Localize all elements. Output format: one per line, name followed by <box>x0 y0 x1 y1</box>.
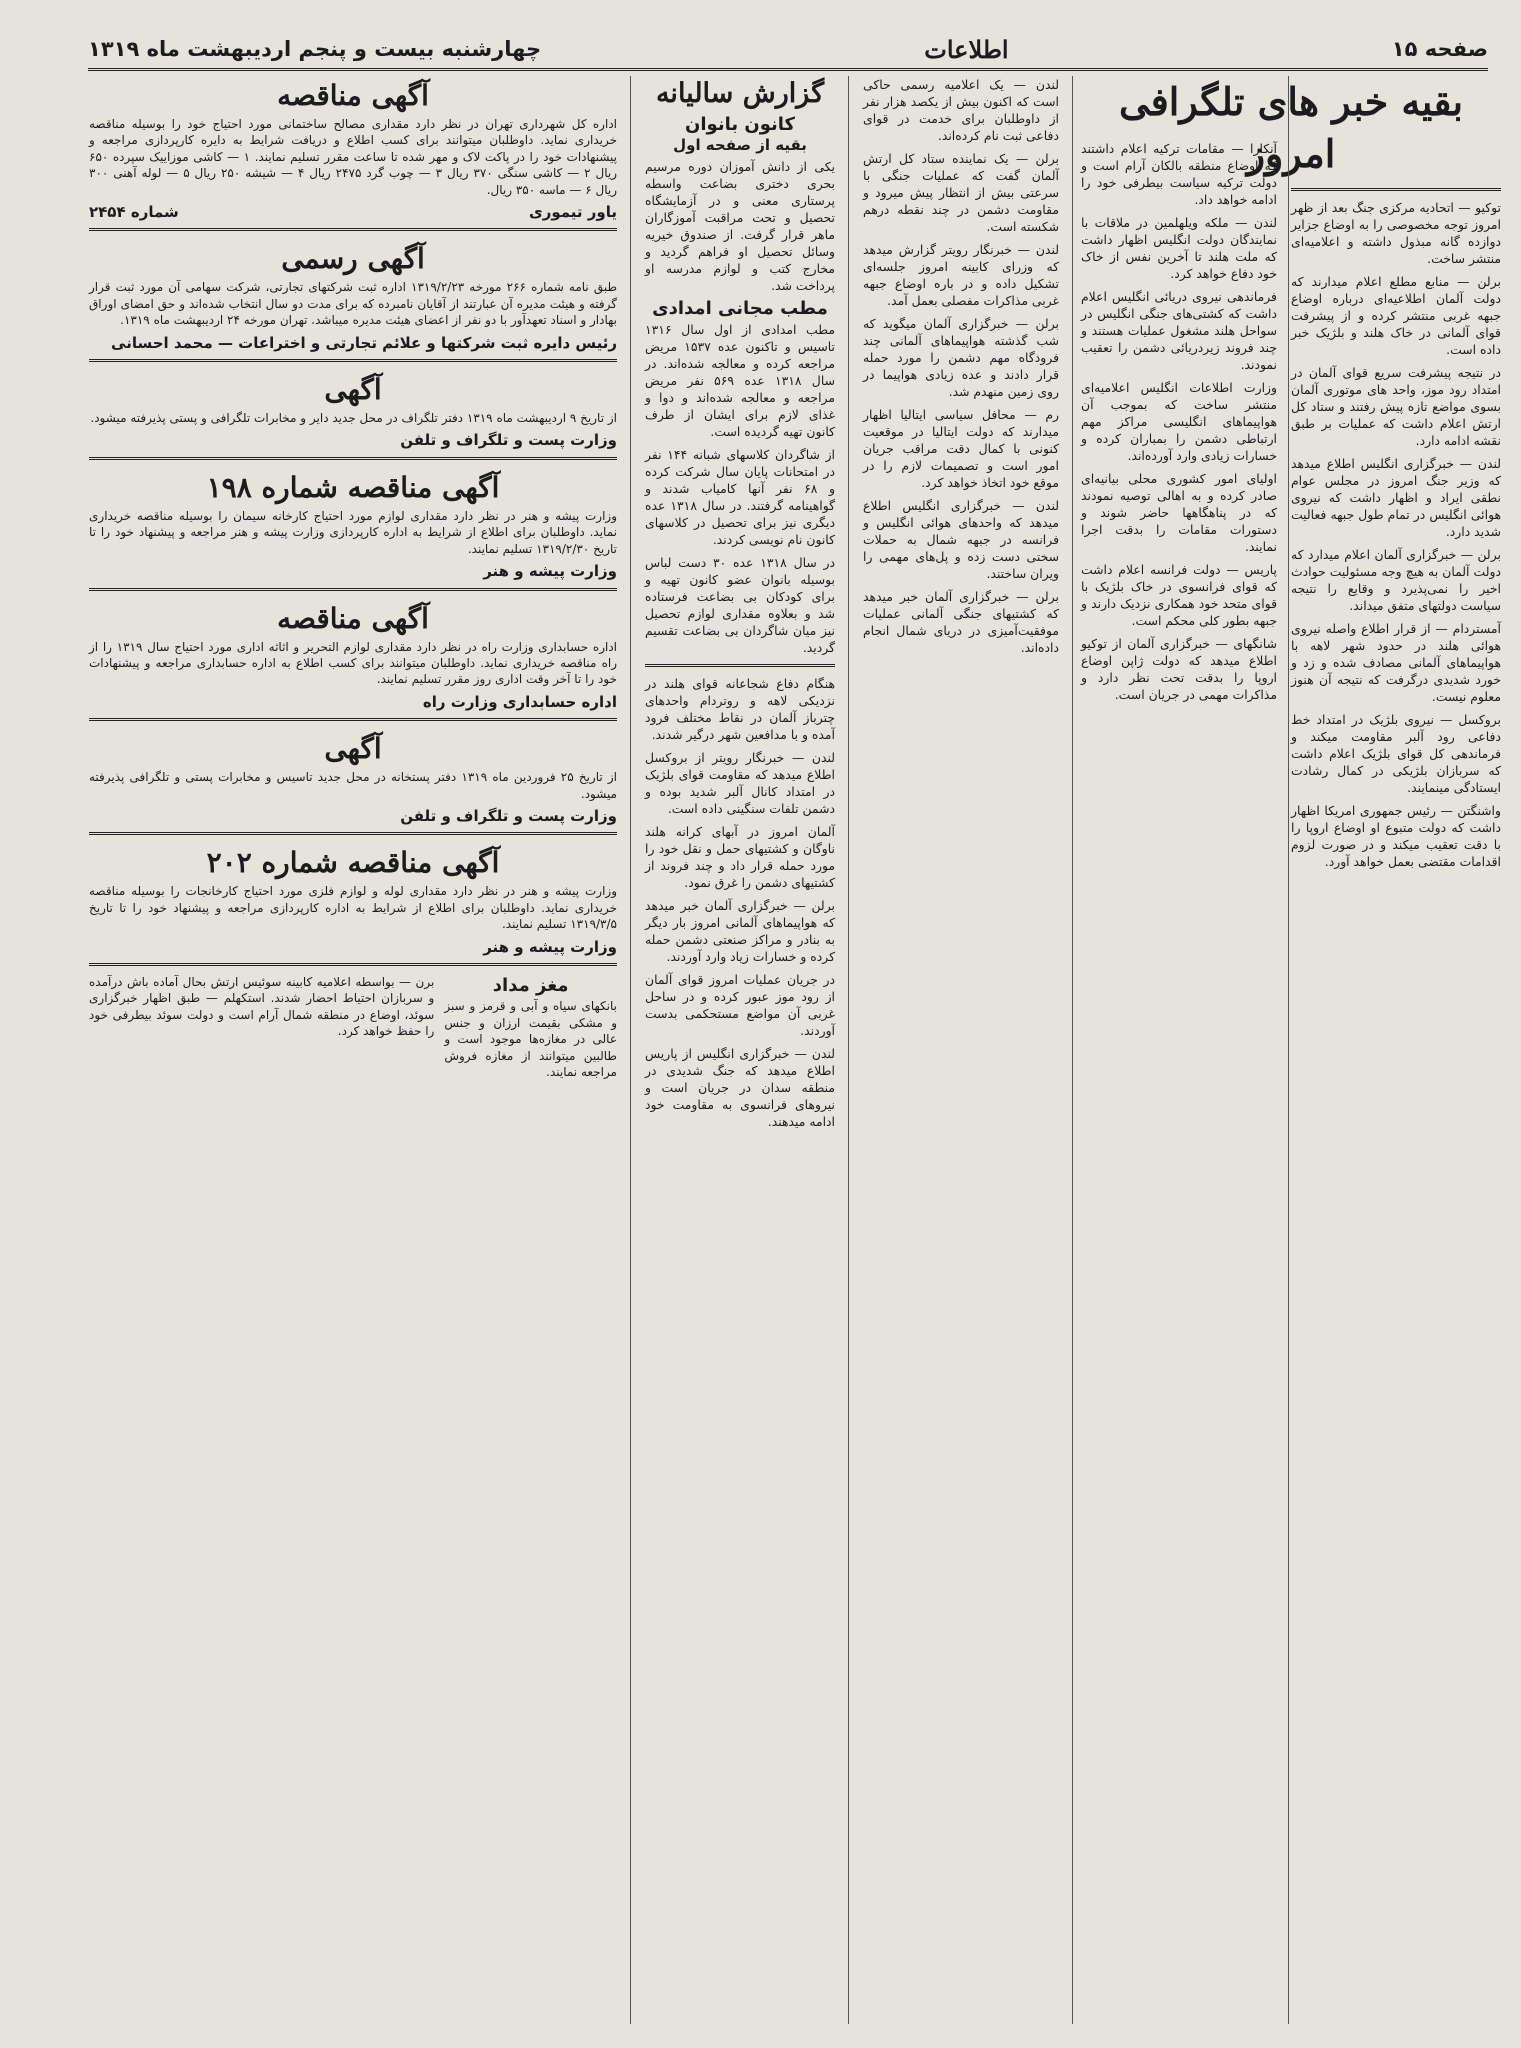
news-item: برلن — منابع مطلع اعلام میدارند که دولت آلمان اطلاعیه‌ای درباره اوضاع جبهه غربی منتشر کرده و از پیشرفت قوای آلمانی در خاک هلند و بلژیک خبر داده است. <box>1291 274 1501 357</box>
ad-signature: اداره حسابداری وزارت راه <box>422 692 617 711</box>
news-item: لندن — خبرگزاری انگلیس اطلاع میدهد که وزیر جنگ امروز در مجلس عوام نطقی ایراد و اظهار داشت که نیروی هوائی انگلیس در تمام طول جبهه فعالیت شدید دارد. <box>1291 456 1501 539</box>
news-item: لندن — یک اعلامیه رسمی حاکی است که اکنون بیش از یکصد هزار نفر از داوطلبان برای خدمت در قوای دفاعی ثبت نام کرده‌اند. <box>863 77 1059 143</box>
ad-body: طبق نامه شماره ۲۶۶ مورخه ۱۳۱۹/۲/۲۳ اداره ثبت شرکتهای تجارتی، شرکت سهامی آن مورد ثبت قرار گرفته و هیئت مدیره آن عبارتند از آقایان نامبرده که برای مدت دو سال انتخاب شده‌اند و حق امضای اوراق بهادار و اسناد تعهدآور با دو نفر از اعضای هیئت مدیره میباشد. تهران مورخه ۲۴ اردیبهشت ماه ۱۳۱۹. <box>89 280 618 328</box>
ad-signature: وزارت پست و تلگراف و تلفن <box>400 806 617 825</box>
news-item: آلمان امروز در آبهای کرانه هلند ناوگان و کشتیهای حمل و نقل خود را مورد حمله قرار داد و چند فروند از کشتیهای دشمن را غرق نمود. <box>645 824 835 890</box>
news-item: آنکارا — مقامات ترکیه اعلام داشتند که اوضاع منطقه بالکان آرام است و دولت ترکیه سیاست بیطرفی خود را ادامه خواهد داد. <box>1081 141 1277 207</box>
ad-body: از تاریخ ۹ اردیبهشت ماه ۱۳۱۹ دفتر تلگراف در محل جدید دایر و مخابرات تلگرافی و پستی پذیرفته میشود. <box>90 411 617 426</box>
news-item: وزارت اطلاعات انگلیس اعلامیه‌ای منتشر ساخت که بموجب آن هواپیماهای انگلیسی مراکز مهم ارتباطی دشمن را بمباران کرده و خسارات زیادی وارد آورده‌اند. <box>1081 380 1277 463</box>
news-tail <box>89 974 434 1086</box>
report-continuation: بقیه از صفحه اول <box>673 136 807 154</box>
news-item: آمستردام — از قرار اطلاع واصله نیروی هوائی هلند در حدود شهر لاهه با هواپیماهای آلمانی مصادف شده و زد و خورد شدیدی درگرفت که نتیجه آن هنوز معلوم نیست. <box>1291 621 1501 704</box>
ad-body: از تاریخ ۲۵ فروردین ماه ۱۳۱۹ دفتر پستخانه در محل جدید تاسیس و مخابرات پستی و تلگرافی پذیرفته میشود. <box>89 770 617 801</box>
ad-signature: وزارت پست و تلگراف و تلفن <box>400 431 617 450</box>
news-column-3 <box>863 76 1059 2024</box>
news-item: شانگهای — خبرگزاری آلمان از توکیو اطلاع میدهد که دولت ژاپن اوضاع اروپا را بدقت تحت نظر دارد و مذاکرات مهمی در جریان است. <box>1081 636 1277 702</box>
news-item: اولیای امور کشوری محلی بیانیه‌ای صادر کرده و به اهالی توصیه نمودند که در پناهگاهها حاضر شوند و دستورات مقامات را بدقت اجرا نمایند. <box>1081 471 1277 554</box>
news-item: فرماندهی نیروی دریائی انگلیس اعلام داشت که کشتی‌های جنگی انگلیس در سواحل هلند مشغول عملیات هستند و چند فروند زیردریائی دشمن را تعقیب نمودند. <box>1081 289 1277 372</box>
ad-body: وزارت پیشه و هنر در نظر دارد مقداری لوله و لوازم فلزی مورد احتیاج کارخانجات را بوسیله مناقصه خریداری نماید. داوطلبان برای اطلاع از شرایط به اداره کارپردازی مراجعه و پیشنهاد خود را تا تاریخ ۱۳۱۹/۳/۵ تسلیم نمایند. <box>89 884 617 932</box>
page-number: صفحه ۱۵ <box>1391 37 1488 61</box>
news-item: در جریان عملیات امروز قوای آلمان از رود موز عبور کرده و در ساحل غربی آن مواضع مستحکمی بدست آوردند. <box>645 972 835 1038</box>
news-item: توکیو — اتحادیه مرکزی جنگ بعد از ظهر امروز توجه مخصوصی را به اوضاع جزایر دوازده گانه مبذول داشته و اعلامیه‌ای منتشر ساخت. <box>1291 200 1501 266</box>
news-item: برن — بواسطه اعلامیه کابینه سوئیس ارتش بحال آماده باش درآمده و سربازان احتیاط احضار شدند. استکهلم — طبق اظهار خبرگزاری سوئد، اوضاع در منطقه شمال آرام است و دولت سوئد بیطرفی خود را حفظ خواهد کرد. <box>89 974 435 1039</box>
ad-title: مغز مداد <box>492 974 569 996</box>
ad-signature: رئیس دایره ثبت شرکتها و علائم تجارتی و اختراعات — محمد احسانی <box>111 333 617 352</box>
ad-title: آگهی مناقصه شماره ۲۰۲ <box>206 846 500 880</box>
report-title: گزارش سالیانه <box>655 78 825 109</box>
news-item: برلن — یک نماینده ستاد کل ارتش آلمان گفت که عملیات جنگی با سرعتی بیش از انتظار پیش میرود و مقاومت دشمن در چند نقطه درهم شکسته است. <box>863 151 1059 234</box>
news-item: رم — محافل سیاسی ایتالیا اظهار میدارند که دولت ایتالیا در موقعیت کنونی با کمال دقت مراقب جریان امور است و تصمیمات لازم را در موقع خود اتخاذ خواهد کرد. <box>863 407 1059 490</box>
issue-date: چهارشنبه بیست و پنجم اردیبهشت ماه ۱۳۱۹ <box>88 37 542 61</box>
ads-column <box>89 76 617 2024</box>
ad-body: وزارت پیشه و هنر در نظر دارد مقداری لوازم مورد احتیاج کارخانه سیمان را بوسیله مناقصه خریداری نماید. داوطلبان برای اطلاع از شرایط به اداره کارپردازی وزارت پیشه و هنر مراجعه و پیشنهاد خود را تا تاریخ ۱۳۱۹/۲/۳۰ تسلیم نمایند. <box>89 508 617 556</box>
column-rule <box>1288 76 1289 2024</box>
ad-signature: وزارت پیشه و هنر <box>483 562 617 581</box>
newspaper-logo: اطلاعات <box>924 34 1009 64</box>
ad-title: آگهی مناقصه شماره ۱۹۸ <box>206 470 500 504</box>
news-item: برلن — خبرگزاری آلمان خبر میدهد که هواپیماهای آلمانی امروز بار دیگر به بنادر و مراکز صنعتی دشمن حمله کرده و خسارات زیاد وارد آوردند. <box>645 898 835 964</box>
report-paragraph: یکی از دانش آموزان دوره مرسیم بحری دختری بضاعت واسطه پرستاری معنی و در آزمایشگاه تحصیل و تحت مراقبت آموزگاران ماهر قرار گرفت. از صندوق خیریه وسائل تحصیل او فراهم گردید و مخارج کتب و لوازم مدرسه او پرداخت شد. <box>645 159 835 293</box>
ad-signature: وزارت پیشه و هنر <box>483 937 617 956</box>
ad-body: اداره حسابداری وزارت راه در نظر دارد مقداری لوازم التحریر و اثاثه اداری مورد احتیاج سال ۱۳۱۹ را از راه مناقصه خریداری نماید. داوطلبان میتوانند برای کسب اطلاع به اداره حسابداری مراجعه و پیشنهادات خود را تا آخر وقت اداری روز مقرر تسلیم نمایند. <box>89 639 617 687</box>
ad-body: بانکهای سیاه و آبی و قرمز و سبز و مشکی بقیمت ارزان و جنس عالی در مغازه‌ها موجود است و طالبین میتوانند از مغازه فروش مراجعه نمایند. <box>444 999 617 1079</box>
bottom-ads-row <box>89 974 617 1086</box>
report-paragraph: در سال ۱۳۱۸ عده ۳۰ دست لباس بوسیله بانوان عضو کانون تهیه و برای کودکان بی بضاعت فرستاده شد و بعلاوه مقداری لوازم تحصیل نیز میان شاگردان بی بضاعت تقسیم گردید. <box>645 555 835 655</box>
masthead <box>88 30 1488 71</box>
ad-signer: یاور تیموری <box>528 203 617 222</box>
report-column <box>645 76 835 2024</box>
news-item: برلن — خبرگزاری آلمان میگوید که شب گذشته هواپیماهای آلمانی چند فرودگاه مهم دشمن را مورد حمله قرار دادند و عده زیادی هواپیما در روی زمین منهدم شد. <box>863 316 1059 399</box>
news-item: پاریس — دولت فرانسه اعلام داشت که قوای فرانسوی در خاک بلژیک با قوای متحد خود همکاری نزدیک دارند و جبهه بطور کلی محکم است. <box>1081 562 1277 628</box>
report-paragraph: مطب امدادی از اول سال ۱۳۱۶ تاسیس و تاکنون عده ۱۵۳۷ مریض مراجعه کرده و معالجه شده‌اند. در سال ۱۳۱۸ عده ۵۶۹ نفر مریض مراجعه و معالجه شده‌اند و دوا و غذای لازم برای ایشان از طرف کانون تهیه گردیده است. <box>645 322 835 439</box>
ad-title: آگهی رسمی <box>281 242 425 276</box>
news-item: بروکسل — نیروی بلژیک در امتداد خط دفاعی رود آلبر مقاومت میکند و فرماندهی کل قوای بلژیک اعلام داشت که سربازان بلژیکی در کمال رشادت ایستادگی مینمایند. <box>1291 712 1501 795</box>
ad-signature <box>89 204 617 220</box>
ad-title: آگهی <box>324 732 382 766</box>
news-item: لندن — خبرنگار رویتر گزارش میدهد که وزرای کابینه امروز جلسه‌ای تشکیل داده و در باره اوضاع جبهه غربی مذاکرات مفصلی بعمل آمد. <box>863 242 1059 308</box>
news-item: لندن — خبرنگار رویتر از بروکسل اطلاع میدهد که مقاومت قوای بلژیک در امتداد کانال آلبر شدید بوده و دشمن تلفات سنگینی داده است. <box>645 750 835 816</box>
ad-title: آگهی مناقصه <box>277 79 429 112</box>
news-column-2 <box>1081 140 1277 2024</box>
news-item: واشنگتن — رئیس جمهوری امریکا اظهار داشت که دولت متبوع او اوضاع اروپا را با دقت تعقیب میکند و در صورت لزوم اقدامات مقتضی بعمل خواهد آورد. <box>1291 803 1501 869</box>
news-item: هنگام دفاع شجاعانه قوای هلند در نزدیکی لاهه و روتردام واحدهای چترباز آلمان در نقاط مختلف فرود آمده و با مدافعین شهر درگیر شدند. <box>645 676 835 742</box>
news-item: لندن — ملکه ویلهلمین در ملاقات با نمایندگان دولت انگلیس اظهار داشت که ملت هلند تا آخرین نفس از خاک خود دفاع خواهد کرد. <box>1081 215 1277 281</box>
ad-title: آگهی <box>324 373 382 407</box>
column-rule <box>848 76 849 2024</box>
news-item: برلن — خبرگزاری آلمان اعلام میدارد که دولت آلمان به هیچ وجه مسئولیت حوادث اخیر را نمی‌پذیرد و وقایع را نتیجه سیاست دولتهای متفق میداند. <box>1291 547 1501 613</box>
ad-body: اداره کل شهرداری تهران در نظر دارد مقداری مصالح ساختمانی مورد احتیاج خود را بوسیله مناقصه خریداری نماید. داوطلبان میتوانند برای کسب اطلاع و دریافت شرایط به دایره کارپردازی مراجعه و پیشنهادات خود را در پاکت لاک و مهر شده تا ساعت مقرر تسلیم نمایند. ۱ — کاشی موزاییک سپرده ۶۵۰ ریال ۲ — کاشی سنگی ۳۷۰ ریال ۳ — چوب گرد ۲۴۷۵ ریال ۴ — شیشه ۲۵۰ ریال ۵ — لوله آهنی ۳۰۰ ریال ۶ — ماسه ۳۵۰ ریال. <box>89 117 617 197</box>
report-subtitle: کانون بانوان <box>685 114 795 135</box>
ad-title: آگهی مناقصه <box>277 601 429 635</box>
column-rule <box>1072 76 1073 2024</box>
report-paragraph: از شاگردان کلاسهای شبانه ۱۴۴ نفر در امتحانات پایان سال شرکت کرده و ۶۸ نفر آنها کامیاب شدند و گواهینامه گرفتند. در سال ۱۳۱۸ عده دیگری نیز برای تحصیل در کلاسهای کانون نام نویسی کردند. <box>645 447 835 547</box>
ad-box <box>444 974 617 1086</box>
news-item: در نتیجه پیشرفت سریع قوای آلمان در امتداد رود موز، واحد های موتوری آلمان بسوی مواضع تازه پیش رفتند و ستاد کل ارتش اعلام داشت که عملیات بر طبق نقشه ادامه دارد. <box>1291 365 1501 448</box>
news-item: لندن — خبرگزاری انگلیس اطلاع میدهد که واحدهای هوائی انگلیس و فرانسه در جبهه شمال به حملات سختی دست زده و پل‌های مهمی را ویران ساختند. <box>863 498 1059 581</box>
column-rule <box>630 76 631 2024</box>
report-section-title: مطب مجانی امدادی <box>652 298 828 319</box>
news-headline: بقیه خبر های تلگرافی امروز <box>1118 79 1464 176</box>
ad-number: شماره ۲۴۵۴ <box>89 203 179 222</box>
news-item: برلن — خبرگزاری آلمان خبر میدهد که کشتیهای جنگی آلمانی عملیات موفقیت‌آمیزی در دریای شمال انجام داده‌اند. <box>863 589 1059 655</box>
news-item: لندن — خبرگزاری انگلیس از پاریس اطلاع میدهد که جنگ شدیدی در منطقه سدان در جریان است و نیروهای فرانسوی به مقاومت خود ادامه میدهند. <box>645 1046 835 1129</box>
